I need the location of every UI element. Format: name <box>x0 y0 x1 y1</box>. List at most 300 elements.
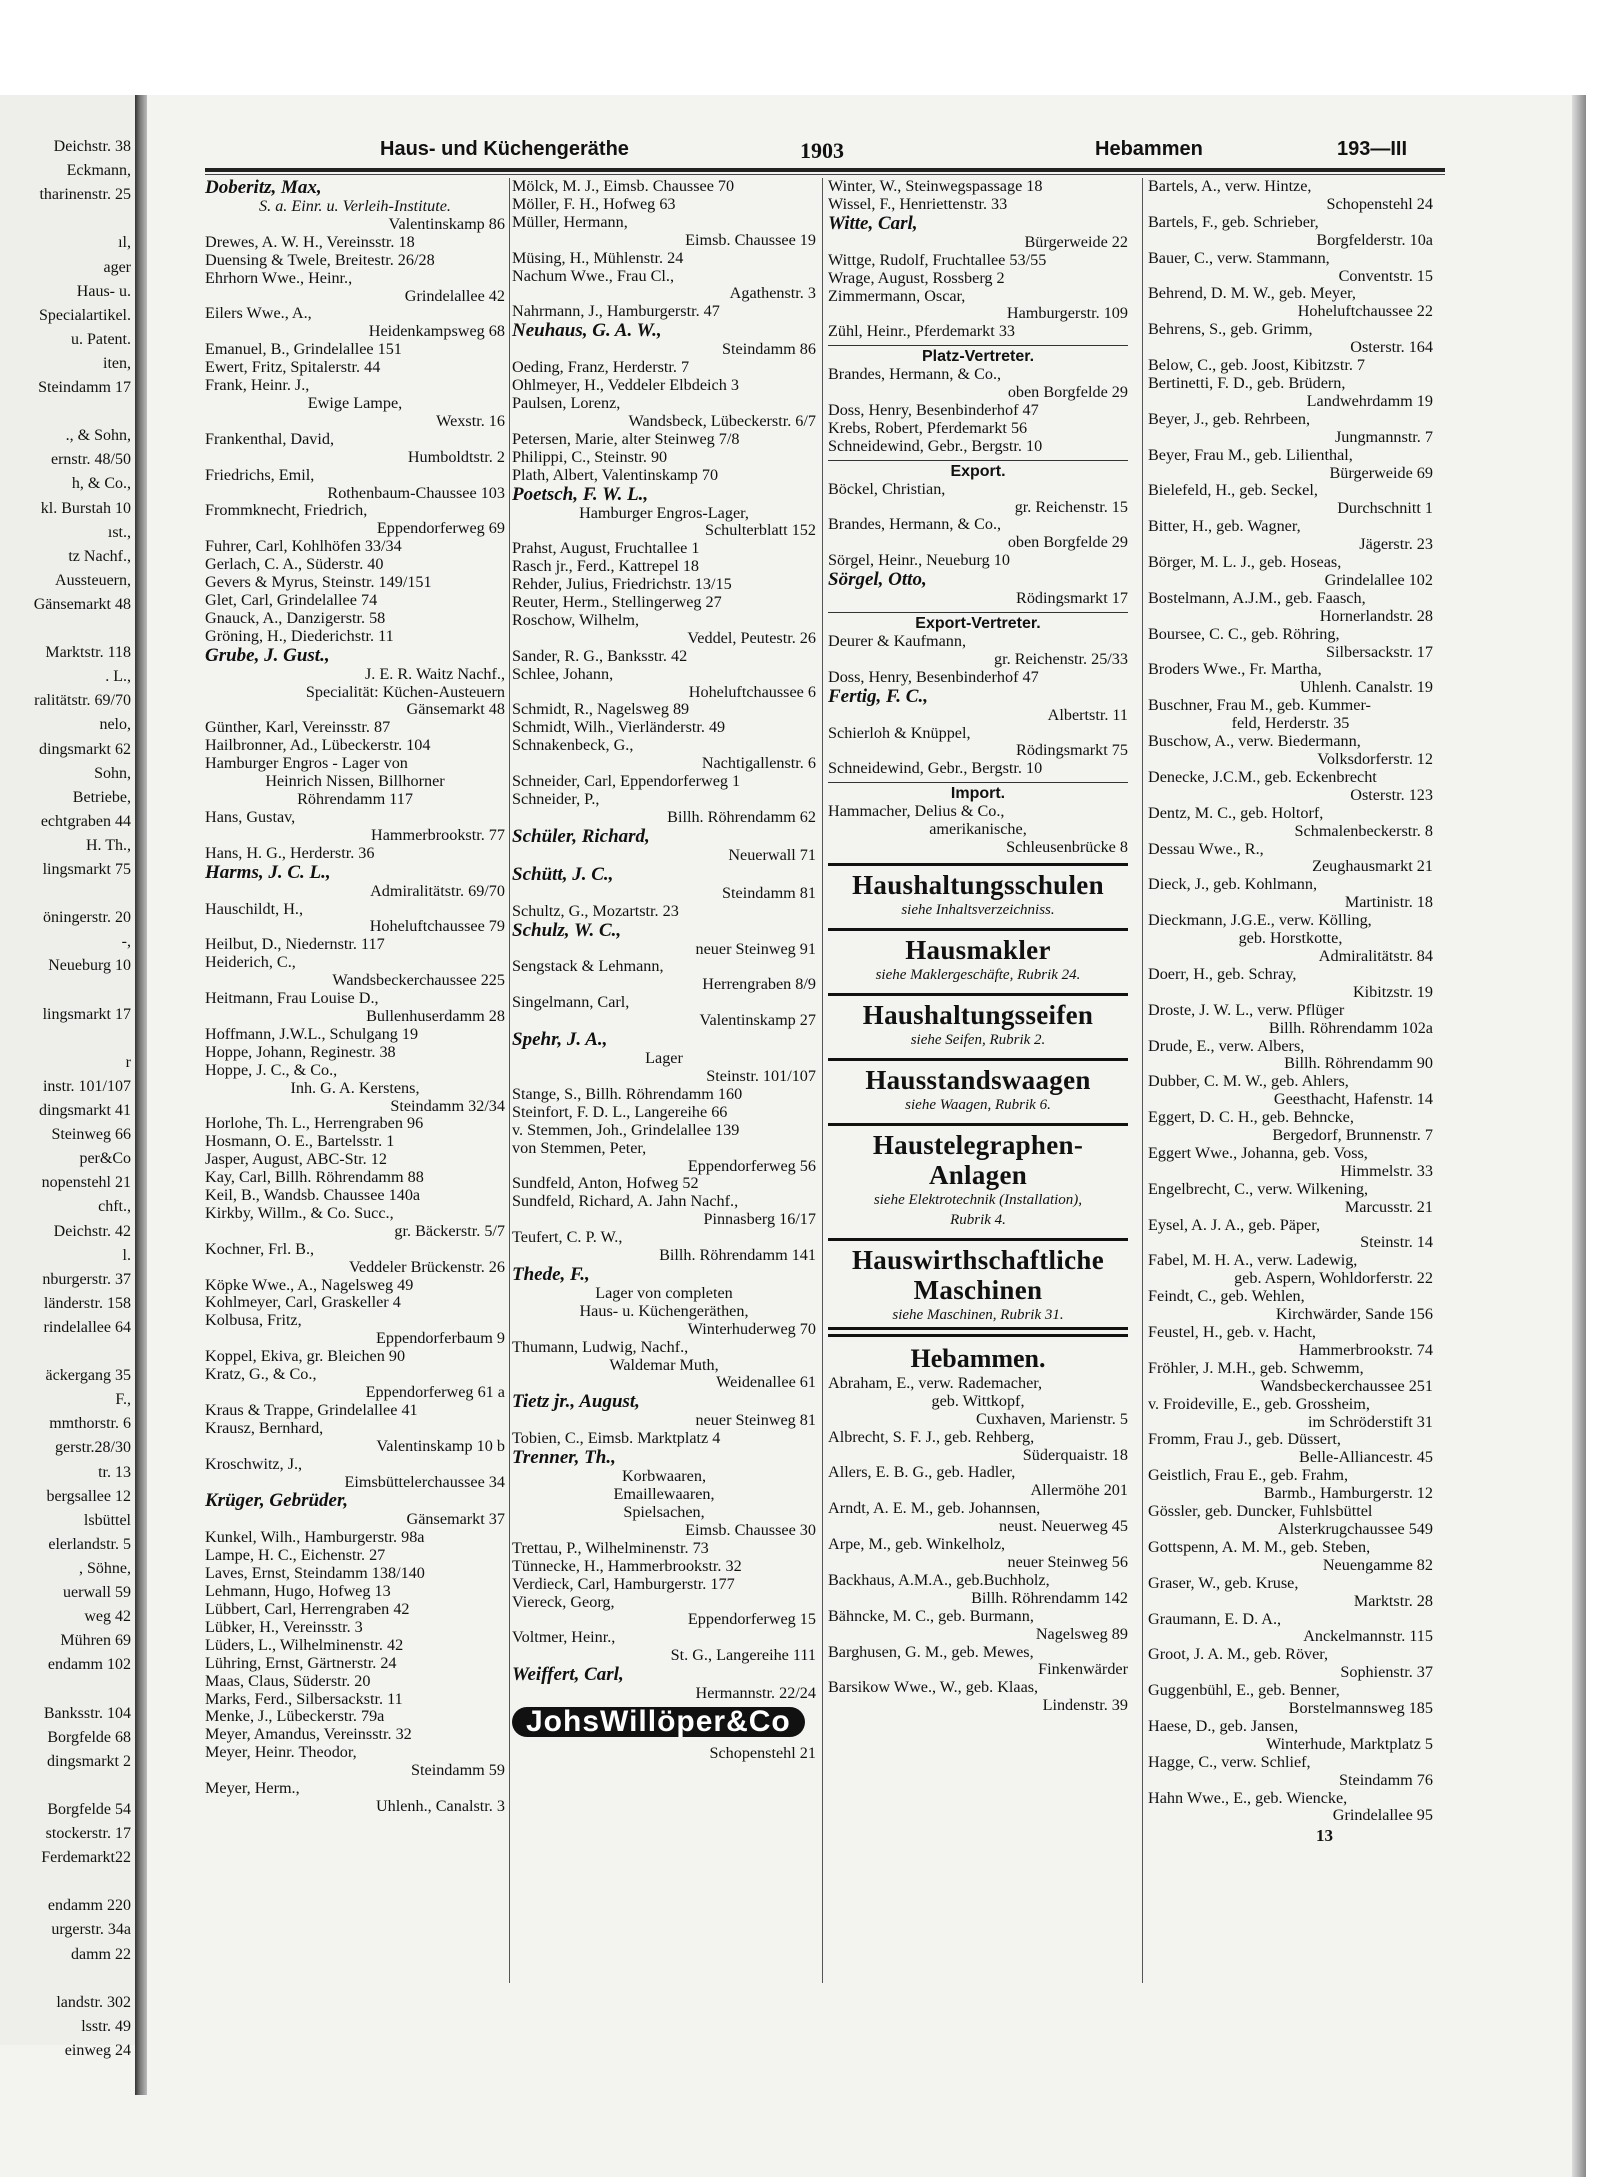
directory-entry: Krüger, Gebrüder, <box>205 1490 349 1512</box>
previous-page-line: nburgerstr. 37 <box>42 1270 131 1288</box>
directory-entry: Agathenstr. 3 <box>729 284 816 303</box>
previous-page-line: weg 42 <box>84 1608 131 1626</box>
directory-entry: Valentinskamp 10 b <box>376 1436 505 1455</box>
directory-entry: Drewes, A. W. H., Vereinsstr. 18 <box>205 232 415 251</box>
directory-entry: Köpke Wwe., A., Nagelsweg 49 <box>205 1275 414 1294</box>
directory-entry: Eppendorferweg 69 <box>376 519 505 538</box>
directory-entry: Zühl, Heinr., Pferdemarkt 33 <box>828 322 1016 341</box>
directory-entry: Kay, Carl, Billh. Röhrendamm 88 <box>205 1168 424 1187</box>
header-year: 1903 <box>800 138 844 163</box>
directory-entry: Uhlenh. Canalstr. 19 <box>1299 678 1433 697</box>
directory-entry: Steindamm 86 <box>722 340 816 359</box>
directory-entry: Broders Wwe., Fr. Martha, <box>1148 660 1322 679</box>
section-heading-export: Export. <box>828 460 1128 481</box>
previous-page-line: elerlandstr. 5 <box>48 1535 131 1553</box>
previous-page-line: nelo, <box>99 716 131 734</box>
previous-page-line: ıl, <box>118 234 131 252</box>
directory-entry: Hermannstr. 22/24 <box>695 1684 816 1703</box>
cross-reference-box <box>828 1238 1128 1330</box>
directory-entry: Roschow, Wilhelm, <box>512 610 640 629</box>
cross-reference-box <box>828 1058 1128 1117</box>
directory-entry: Silbersackstr. 17 <box>1325 642 1433 661</box>
directory-entry: Schulz, W. C., <box>512 919 622 941</box>
directory-entry: Hoheluftchaussee 79 <box>369 917 505 936</box>
directory-entry: Viereck, Georg, <box>512 1592 615 1611</box>
directory-entry: Kunkel, Wilh., Hamburgerstr. 98a <box>205 1528 425 1547</box>
directory-entry: Winter, W., Steinwegspassage 18 <box>828 177 1043 195</box>
directory-entry: gr. Reichenstr. 25/33 <box>994 649 1128 668</box>
previous-page-line: länderstr. 158 <box>43 1294 131 1312</box>
directory-entry: Nahrmann, J., Hamburgerstr. 47 <box>512 302 720 321</box>
directory-entry: Lühring, Ernst, Gärtnerstr. 24 <box>205 1653 397 1672</box>
directory-entry: Kochner, Frl. B., <box>205 1239 315 1258</box>
previous-page-line: öningerstr. 20 <box>43 909 131 927</box>
previous-page-line: mmthorstr. 6 <box>49 1415 131 1433</box>
box-reference: siehe Seifen, Rubrik 2. <box>910 1031 1046 1048</box>
directory-entry: Wandsbeckerchaussee 225 <box>332 971 505 990</box>
box-reference: siehe Maklergeschäfte, Rubrik 24. <box>875 966 1081 983</box>
directory-entry: Eppendorferweg 56 <box>687 1156 816 1175</box>
directory-entry: Arndt, A. E. M., geb. Johannsen, <box>828 1499 1041 1518</box>
box-title: Hausstandswaagen <box>865 1064 1091 1095</box>
directory-entry: Heidenkampsweg 68 <box>368 322 505 341</box>
directory-entry: Bergedorf, Brunnenstr. 7 <box>1272 1126 1433 1145</box>
directory-entry: neuer Steinweg 91 <box>695 939 816 958</box>
directory-entry: Conventstr. 15 <box>1338 266 1433 285</box>
header-rule <box>205 168 1445 172</box>
directory-entry: Ewert, Fritz, Spitalerstr. 44 <box>205 358 381 377</box>
directory-entry: Lager von completen <box>595 1283 733 1302</box>
previous-page-line: Betriebe, <box>72 788 131 806</box>
previous-page-line: Specialartikel. <box>39 306 131 324</box>
directory-entry: Paulsen, Lorenz, <box>512 393 621 412</box>
directory-entry: Kirchwärder, Sande 156 <box>1275 1305 1433 1324</box>
directory-entry: Lampe, H. C., Eichenstr. 27 <box>205 1546 386 1565</box>
previous-page-line: Banksstr. 104 <box>43 1704 131 1722</box>
directory-entry: Billh. Röhrendamm 90 <box>1284 1054 1433 1073</box>
box-title: Haustelegraphen- <box>872 1129 1084 1160</box>
directory-entry: Deurer & Kaufmann, <box>828 631 966 650</box>
previous-page-line: Deichstr. 42 <box>53 1222 131 1240</box>
previous-page-line: Steindamm 17 <box>38 379 131 396</box>
directory-entry: Plath, Albert, Valentinskamp 70 <box>512 465 719 484</box>
directory-entry: Sundfeld, Richard, A. Jahn Nachf., <box>512 1192 739 1211</box>
column-divider <box>1142 178 1143 1983</box>
directory-entry: Mölck, M. J., Eimsb. Chaussee 70 <box>512 177 735 195</box>
directory-entry: Doerr, H., geb. Schray, <box>1148 964 1297 983</box>
directory-entry: Valentinskamp 27 <box>699 1011 816 1030</box>
header-section: Hebammen <box>1095 138 1203 160</box>
directory-entry: Lübbert, Carl, Herrengraben 42 <box>205 1599 410 1618</box>
directory-entry: Hosmann, O. E., Bartelsstr. 1 <box>205 1132 395 1151</box>
directory-entry: Borgfelderstr. 10a <box>1316 230 1433 249</box>
directory-entry: Billh. Röhrendamm 102a <box>1268 1018 1433 1037</box>
directory-entry: Fertig, F. C., <box>828 685 928 707</box>
willoeper-logo: JohsWillöper&Co <box>512 1707 805 1737</box>
directory-entry: Kolbusa, Fritz, <box>205 1311 302 1330</box>
directory-entry: Brandes, Hermann, & Co., <box>828 365 1002 384</box>
directory-entry: Gänsemarkt 48 <box>406 700 505 719</box>
previous-page-line: Neueburg 10 <box>48 957 131 975</box>
directory-entry: Koppel, Ekiva, gr. Bleichen 90 <box>205 1347 406 1366</box>
directory-entry: Fuhrer, Carl, Kohlhöfen 33/34 <box>205 537 402 556</box>
previous-page-line: ager <box>103 258 131 276</box>
directory-entry: Uhlenh., Canalstr. 3 <box>375 1796 505 1815</box>
previous-page-line: nopenstehl 21 <box>41 1174 131 1192</box>
directory-entry: Hoppe, J. C., & Co., <box>205 1060 338 1079</box>
directory-entry: neust. Neuerweg 45 <box>998 1517 1128 1536</box>
directory-entry: Böckel, Christian, <box>828 479 946 498</box>
box-title: Maschinen <box>913 1274 1043 1305</box>
directory-entry: geb. Wittkopf, <box>931 1391 1025 1410</box>
previous-page-line: ıst., <box>107 523 131 541</box>
previous-page-line: bergsallee 12 <box>46 1487 131 1505</box>
previous-page-line: H. Th., <box>85 836 131 854</box>
directory-entry: Börger, M. L. J., geb. Hoseas, <box>1148 553 1342 572</box>
directory-entry: Schütt, J. C., <box>512 863 614 885</box>
cross-reference-box <box>828 863 1128 922</box>
directory-entry: Grindelallee 42 <box>404 286 505 305</box>
page-mark: 13 <box>1316 1826 1333 1846</box>
directory-entry: Schneidewind, Gebr., Bergstr. 10 <box>828 436 1043 455</box>
section-heading-export-vertreter: Export-Vertreter. <box>828 612 1128 633</box>
directory-entry: Tobien, C., Eimsb. Marktplatz 4 <box>512 1429 721 1448</box>
box-reference: siehe Waagen, Rubrik 6. <box>905 1096 1051 1113</box>
directory-entry: Emaillewaaren, <box>613 1485 715 1504</box>
directory-entry: Admiralitätstr. 84 <box>1318 946 1433 965</box>
previous-page-line: damm 22 <box>71 1945 131 1963</box>
directory-entry: Albertstr. 11 <box>1047 705 1128 724</box>
directory-entry: Abraham, E., verw. Rademacher, <box>828 1373 1043 1392</box>
directory-entry: neuer Steinweg 81 <box>695 1411 816 1430</box>
previous-page-line: Mühren 69 <box>60 1632 131 1650</box>
directory-entry: Verdieck, Carl, Hamburgerstr. 177 <box>512 1574 735 1593</box>
directory-entry: Waldemar Muth, <box>609 1355 719 1374</box>
previous-page-line: endamm 220 <box>47 1897 131 1915</box>
previous-page-line: h, & Co., <box>71 475 131 493</box>
directory-entry: Dubber, C. M. W., geb. Ahlers, <box>1148 1072 1349 1091</box>
directory-entry: Voltmer, Heinr., <box>512 1628 616 1647</box>
directory-entry: Kirkby, Willm., & Co. Succ., <box>205 1203 394 1222</box>
directory-entry: Borstelmannsweg 185 <box>1288 1699 1433 1718</box>
previous-page-line: Sohn, <box>94 764 131 782</box>
directory-entry: Winterhude, Marktplatz 5 <box>1265 1734 1433 1753</box>
header-rule-thin <box>205 174 1445 175</box>
directory-entry: Schopenstehl 24 <box>1326 194 1433 213</box>
directory-entry: Kratz, G., & Co., <box>205 1365 317 1384</box>
directory-entry: Hans, H. G., Herderstr. 36 <box>205 843 375 862</box>
column-1 <box>205 178 505 1816</box>
directory-entry: Weiffert, Carl, <box>512 1664 624 1686</box>
directory-entry: Grindelallee 95 <box>1332 1806 1433 1825</box>
box-title: Haushaltungsseifen <box>862 999 1094 1030</box>
previous-page-line: tz Nachf., <box>68 547 131 565</box>
section-title-hebammen: Hebammen. <box>828 1334 1128 1375</box>
previous-page-line: u. Patent. <box>71 330 131 348</box>
previous-page-line: urgerstr. 34a <box>51 1921 131 1939</box>
previous-page-line: r <box>125 1053 131 1071</box>
directory-entry: Eimsbüttelerchaussee 34 <box>344 1472 505 1491</box>
directory-entry: Billh. Röhrendamm 141 <box>659 1246 816 1265</box>
section-heading-platz-vertreter: Platz-Vertreter. <box>828 345 1128 366</box>
directory-entry: Veddel, Peutestr. 26 <box>687 628 816 647</box>
directory-entry: Sörgel, Otto, <box>828 569 927 591</box>
directory-entry: Lüders, L., Wilhelminenstr. 42 <box>205 1635 404 1654</box>
previous-page-line: Haus- u. <box>76 282 131 300</box>
directory-entry: Steinfort, F. D. L., Langereihe 66 <box>512 1102 728 1121</box>
directory-entry: Thede, F., <box>512 1263 590 1285</box>
directory-entry: Neuengamme 82 <box>1322 1555 1433 1574</box>
header-title: Haus- und Küchengeräthe <box>380 138 629 160</box>
directory-entry: Hoheluftchaussee 22 <box>1297 302 1433 321</box>
directory-entry: Allers, E. B. G., geb. Hadler, <box>828 1463 1016 1482</box>
directory-entry: Groot, J. A. M., geb. Röver, <box>1148 1645 1329 1664</box>
directory-entry: Doberitz, Max, <box>205 177 322 198</box>
directory-entry: Stange, S., Billh. Röhrendamm 160 <box>512 1084 743 1103</box>
directory-entry: St. G., Langereihe 111 <box>670 1646 816 1665</box>
directory-entry: Hoheluftchaussee 6 <box>688 682 816 701</box>
directory-entry: Lübker, H., Vereinsstr. 3 <box>205 1617 363 1636</box>
directory-entry: Osterstr. 123 <box>1350 785 1433 804</box>
directory-entry: Schüler, Richard, <box>512 825 650 847</box>
directory-entry: Heiderich, C., <box>205 953 296 972</box>
directory-entry: Gänsemarkt 37 <box>406 1510 505 1529</box>
directory-entry: Valentinskamp 86 <box>388 214 505 233</box>
directory-entry: Wandsbeck, Lübeckerstr. 6/7 <box>628 411 816 430</box>
directory-entry: Schneidewind, Gebr., Bergstr. 10 <box>828 759 1043 778</box>
directory-entry: Korbwaaren, <box>621 1467 707 1486</box>
box-title: Hauswirthschaftliche <box>852 1244 1104 1275</box>
directory-entry: Buschner, Frau M., geb. Kummer- <box>1148 696 1371 715</box>
directory-entry: Frank, Heinr. J., <box>205 376 310 395</box>
directory-entry: Fabel, M. H. A., verw. Ladewig, <box>1148 1251 1358 1270</box>
directory-entry: Dieck, J., geb. Kohlmann, <box>1148 875 1318 894</box>
directory-entry: Schultz, G., Mozartstr. 23 <box>512 901 679 920</box>
directory-entry: Meyer, Heinr. Theodor, <box>205 1743 357 1762</box>
directory-entry: Cuxhaven, Marienstr. 5 <box>976 1409 1128 1428</box>
directory-entry: Kraus & Trappe, Grindelallee 41 <box>205 1400 418 1419</box>
directory-entry: Winterhuderweg 70 <box>687 1319 816 1338</box>
previous-page-line: Borgfelde 54 <box>47 1800 131 1818</box>
directory-entry: Rehder, Julius, Friedrichstr. 13/15 <box>512 575 732 594</box>
directory-entry: Engelbrecht, C., verw. Wilkening, <box>1148 1179 1369 1198</box>
directory-entry: Marktstr. 28 <box>1353 1591 1433 1610</box>
directory-entry: Graser, W., geb. Kruse, <box>1148 1573 1299 1592</box>
previous-page-line: dingsmarkt 41 <box>39 1102 131 1119</box>
box-reference: siehe Maschinen, Rubrik 31. <box>892 1306 1064 1323</box>
directory-entry: Gevers & Myrus, Steinstr. 149/151 <box>205 573 432 592</box>
directory-entry: Hahn Wwe., E., geb. Wiencke, <box>1148 1788 1348 1807</box>
directory-entry: Tünnecke, H., Hammerbrookstr. 32 <box>512 1556 742 1575</box>
directory-entry: Brandes, Hermann, & Co., <box>828 515 1002 534</box>
directory-entry: Beyer, Frau M., geb. Lilienthal, <box>1148 445 1353 464</box>
column-4 <box>1148 178 1433 1845</box>
cross-reference-boxes <box>828 863 1128 1330</box>
directory-entry: im Schröderstift 31 <box>1308 1412 1433 1431</box>
directory-entry: Spehr, J. A., <box>512 1029 608 1051</box>
directory-entry: Lindenstr. 39 <box>1042 1696 1128 1715</box>
directory-entry: Himmelstr. 33 <box>1340 1161 1433 1180</box>
directory-entry: Eppendorferweg 15 <box>687 1610 816 1629</box>
directory-entry: J. E. R. Waitz Nachf., <box>364 664 505 683</box>
directory-entry: Pinnasberg 16/17 <box>703 1210 816 1229</box>
directory-entry: Schmidt, Wilh., Vierländerstr. 49 <box>512 718 726 737</box>
directory-entry: Barghusen, G. M., geb. Mewes, <box>828 1642 1034 1661</box>
directory-entry: Eilers Wwe., A., <box>205 304 312 323</box>
directory-entry: Tietz jr., August, <box>512 1391 640 1413</box>
cross-reference-box <box>828 928 1128 987</box>
previous-page-line: äckergang 35 <box>45 1367 131 1385</box>
directory-entry: Schneider, Carl, Eppendorferweg 1 <box>512 772 741 791</box>
directory-entry: Kibitzstr. 19 <box>1352 982 1433 1001</box>
directory-entry: Steindamm 59 <box>411 1761 505 1780</box>
directory-entry: amerikanische, <box>929 820 1027 839</box>
previous-page-line: gerstr.28/30 <box>55 1439 131 1457</box>
previous-page-line: lingsmarkt 75 <box>42 861 131 878</box>
running-header <box>195 138 1435 162</box>
directory-entry: Sander, R. G., Banksstr. 42 <box>512 646 688 665</box>
directory-entry: Humboldtstr. 2 <box>407 447 505 466</box>
box-reference: siehe Inhaltsverzeichniss. <box>901 901 1055 918</box>
directory-entry: Rödingsmarkt 17 <box>1016 589 1128 608</box>
directory-entry: Fromm, Frau J., geb. Düssert, <box>1148 1430 1341 1449</box>
directory-entry: Kroschwitz, J., <box>205 1454 303 1473</box>
directory-entry: Schleusenbrücke 8 <box>1006 838 1128 856</box>
directory-entry: Nachtigallenstr. 6 <box>701 754 816 773</box>
directory-entry: Droste, J. W. L., verw. Pflüger <box>1148 1000 1345 1019</box>
directory-entry: Rasch jr., Ferd., Kattrepel 18 <box>512 557 700 576</box>
directory-entry: Ohlmeyer, H., Veddeler Elbdeich 3 <box>512 376 739 395</box>
directory-entry: Duensing & Twele, Breitestr. 26/28 <box>205 250 435 269</box>
directory-entry: Behrens, S., geb. Grimm, <box>1148 320 1313 339</box>
directory-entry: Menke, J., Lübeckerstr. 79a <box>205 1707 385 1726</box>
directory-entry: geb. Horstkotte, <box>1238 929 1343 948</box>
directory-entry: Glet, Carl, Grindelallee 74 <box>205 590 378 609</box>
directory-entry: von Stemmen, Peter, <box>512 1138 647 1157</box>
previous-page-line: Aussteuern, <box>55 571 131 589</box>
book-spine <box>135 95 147 2095</box>
directory-entry: gr. Reichenstr. 15 <box>1014 497 1128 516</box>
column-divider <box>822 178 823 1983</box>
directory-entry: Below, C., geb. Joost, Kibitzstr. 7 <box>1148 356 1366 375</box>
directory-entry: Dieckmann, J.G.E., verw. Kölling, <box>1148 911 1372 930</box>
directory-entry: Eysel, A. J. A., geb. Päper, <box>1148 1215 1320 1234</box>
directory-entry: Hammacher, Delius & Co., <box>828 802 1005 821</box>
directory-entry: Marks, Ferd., Silbersackstr. 11 <box>205 1689 403 1708</box>
directory-entry: Schmidt, R., Nagelsweg 89 <box>512 700 690 719</box>
previous-page-line: rindelallee 64 <box>43 1318 131 1336</box>
directory-entry: Bitter, H., geb. Wagner, <box>1148 517 1301 536</box>
directory-entry: Friedrichs, Emil, <box>205 465 315 484</box>
previous-page-line: ., & Sohn, <box>65 427 131 445</box>
directory-entry: Billh. Röhrendamm 142 <box>971 1588 1128 1607</box>
directory-entry: Neuerwall 71 <box>728 845 816 864</box>
directory-entry: Hailbronner, Ad., Lübeckerstr. 104 <box>205 736 431 755</box>
directory-entry: gr. Bäckerstr. 5/7 <box>394 1221 505 1240</box>
directory-entry: Alsterkrugchaussee 549 <box>1277 1519 1433 1538</box>
previous-page-line: F., <box>115 1391 131 1409</box>
previous-page-line: stockerstr. 17 <box>45 1825 131 1842</box>
directory-entry: Krebs, Robert, Pferdemarkt 56 <box>828 418 1028 437</box>
directory-entry: Müsing, H., Mühlenstr. 24 <box>512 248 684 267</box>
previous-page-line: kl. Burstah 10 <box>40 499 131 517</box>
box-reference: siehe Elektrotechnik (Installation), <box>873 1191 1083 1208</box>
directory-entry: Sörgel, Heinr., Neueburg 10 <box>828 551 1010 570</box>
directory-entry: Heilbut, D., Niedernstr. 117 <box>205 935 385 954</box>
directory-entry: Barmb., Hamburgerstr. 12 <box>1263 1484 1433 1503</box>
previous-page-line: . L., <box>105 668 131 686</box>
directory-entry: Ewige Lampe, <box>307 393 403 412</box>
directory-entry: Fröhler, J. M.H., geb. Schwemm, <box>1148 1358 1364 1377</box>
cross-reference-box <box>828 993 1128 1052</box>
directory-entry: geb. Aspern, Wohldorferstr. 22 <box>1234 1269 1433 1288</box>
directory-entry: Singelmann, Carl, <box>512 993 630 1012</box>
directory-entry: Teufert, C. P. W., <box>512 1228 623 1247</box>
directory-entry: Sundfeld, Anton, Hofweg 52 <box>512 1174 699 1193</box>
directory-entry: Gerlach, C. A., Süderstr. 40 <box>205 555 384 574</box>
directory-entry: Buschow, A., verw. Biedermann, <box>1148 732 1361 751</box>
directory-entry: Feustel, H., geb. v. Hacht, <box>1148 1323 1316 1341</box>
directory-entry: Poetsch, F. W. L., <box>512 483 649 505</box>
logo-address: Schopenstehl 21 <box>709 1744 816 1763</box>
directory-entry: Hamburgerstr. 109 <box>1006 304 1128 323</box>
directory-entry: Grindelallee 102 <box>1324 570 1433 589</box>
previous-page-line: instr. 101/107 <box>42 1077 131 1095</box>
directory-entry: Graumann, E. D. A., <box>1148 1609 1282 1628</box>
directory-entry: Veddeler Brückenstr. 26 <box>349 1257 505 1276</box>
previous-page-line: ralitätstr. 69/70 <box>34 692 131 710</box>
directory-entry: Haese, D., geb. Jansen, <box>1148 1716 1299 1735</box>
directory-entry: Wexstr. 16 <box>436 411 505 430</box>
directory-entry: Reuter, Herm., Stellingerweg 27 <box>512 593 722 612</box>
directory-entry: Weidenallee 61 <box>716 1373 816 1392</box>
directory-entry: Bartels, A., verw. Hintze, <box>1148 177 1312 195</box>
previous-page-line: chft., <box>98 1198 131 1216</box>
directory-entry: Steindamm 32/34 <box>390 1096 505 1115</box>
previous-page-fragment <box>0 95 135 2059</box>
directory-entry: Zeughausmarkt 21 <box>1312 857 1433 876</box>
directory-entry: Heitmann, Frau Louise D., <box>205 989 379 1008</box>
directory-entry: Bürgerweide 22 <box>1024 232 1128 251</box>
directory-entry: Bielefeld, H., geb. Seckel, <box>1148 481 1318 500</box>
previous-page-line: tharinenstr. 25 <box>39 186 131 204</box>
directory-entry: Kohlmeyer, Carl, Graskeller 4 <box>205 1293 401 1312</box>
directory-entry: Arpe, M., geb. Winkelholz, <box>828 1535 1006 1554</box>
directory-entry: Gnauck, A., Danzigerstr. 58 <box>205 608 386 627</box>
directory-entry: Emanuel, B., Grindelallee 151 <box>205 340 402 359</box>
page-edge <box>1572 95 1586 2177</box>
directory-entry: Landwehrdamm 19 <box>1306 391 1433 410</box>
previous-page-line: l. <box>122 1246 131 1264</box>
cross-reference-box <box>828 1123 1128 1232</box>
directory-entry: Zimmermann, Oscar, <box>828 286 966 305</box>
directory-entry: Barsikow Wwe., W., geb. Klaas, <box>828 1678 1039 1697</box>
directory-entry: Martinistr. 18 <box>1344 893 1433 912</box>
directory-entry: Lehmann, Hugo, Hofweg 13 <box>205 1582 391 1601</box>
directory-entry: Prahst, August, Fruchtallee 1 <box>512 539 700 558</box>
directory-entry: Gröning, H., Diederichstr. 11 <box>205 626 394 645</box>
directory-entry: Hoffmann, J.W.L., Schulgang 19 <box>205 1024 419 1043</box>
directory-entry: Albrecht, S. F. J., geb. Rehberg, <box>828 1427 1035 1446</box>
directory-entry: Nachum Wwe., Frau Cl., <box>512 266 674 285</box>
directory-entry: Bartels, F., geb. Schrieber, <box>1148 212 1319 231</box>
directory-entry: Bostelmann, A.J.M., geb. Faasch, <box>1148 588 1366 607</box>
directory-entry: Feindt, C., geb. Wehlen, <box>1148 1287 1305 1306</box>
directory-entry: Meyer, Herm., <box>205 1779 300 1798</box>
directory-entry: Möller, F. H., Hofweg 63 <box>512 194 676 213</box>
directory-entry: Oeding, Franz, Herderstr. 7 <box>512 358 690 377</box>
previous-page-line: lingsmarkt 17 <box>42 1005 131 1023</box>
